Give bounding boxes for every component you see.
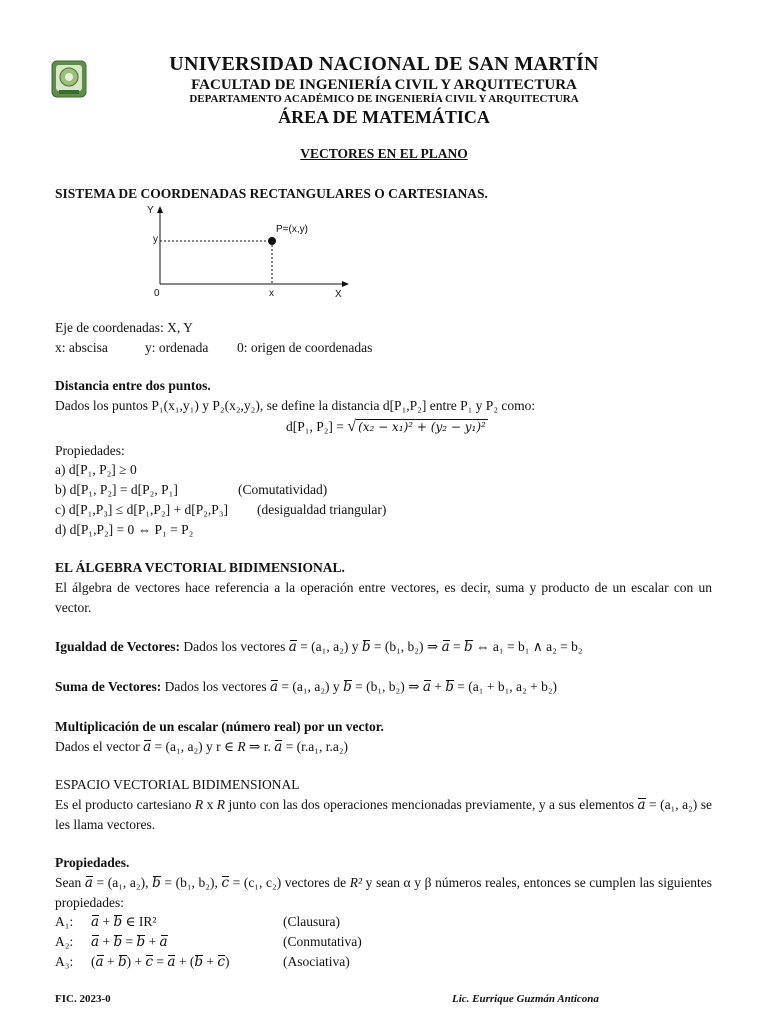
vec-b: b — [136, 934, 146, 950]
props-t1: Sean — [55, 875, 85, 890]
properties-title: Propiedades. — [55, 855, 130, 870]
formula-left: d[P₁, P₂] = — [286, 419, 344, 434]
distance-intro: Dados los puntos P₁(x₁,y₁) y P₂(x₂,y₂), se define la distancia d[P₁,P₂] entre P₁ y P₂ como: — [55, 398, 536, 413]
sum-t4: + — [430, 679, 446, 694]
axiom-a1-label: A₁: — [55, 914, 74, 929]
diagram-x-axis-label: X — [335, 289, 342, 300]
props-t2: = (a₁, a₂), — [92, 875, 153, 890]
eq: = — [122, 934, 137, 949]
vec-c: c — [145, 954, 154, 970]
sum-t5: = (a₁ + b₁, a₂ + b₂) — [453, 679, 558, 694]
prop-a: a) d[P₁, P₂] ≥ 0 — [55, 462, 137, 477]
axiom-a1 — [55, 913, 712, 931]
vec-a: a — [84, 875, 93, 891]
eq: = — [153, 954, 168, 969]
vec-a: a — [167, 954, 176, 970]
space-t3: junto con las dos operaciones mencionadas previamente, y a sus elementos — [225, 797, 638, 812]
plus: + — [99, 914, 114, 929]
scalar-title: Multiplicación de un escalar (número real) por un vector. — [55, 719, 384, 734]
plus: + — [131, 954, 146, 969]
prop-c — [55, 501, 712, 519]
vec-b: b — [361, 639, 371, 655]
props-t4: = (c₁, c₂) vectores de — [229, 875, 350, 890]
axes-text: Eje de coordenadas: X, Y — [55, 320, 193, 335]
diagram-point-label: P=(x,y) — [276, 224, 308, 235]
vec-b: b — [113, 914, 123, 930]
prop-b-note: (Comutatividad) — [238, 482, 328, 497]
set-r: R — [237, 739, 246, 754]
cartesian-diagram — [140, 202, 360, 306]
area-title: ÁREA DE MATEMÁTICA — [278, 107, 490, 127]
vec-a: a — [143, 739, 152, 755]
university-title: UNIVERSIDAD NACIONAL DE SAN MARTÍN — [169, 53, 599, 75]
axiom-a3-formula — [91, 953, 229, 971]
formula-radicand: (x₂ − x₁)² + (y₂ − y₁)² — [358, 420, 486, 434]
vec-a: a — [91, 914, 100, 930]
diagram-y-tick: y — [153, 234, 158, 245]
vec-b: b — [113, 934, 123, 950]
footer-right: Lic. Eurrique Guzmán Anticona — [452, 993, 599, 1005]
vec-b: b — [464, 639, 473, 655]
properties-text — [55, 873, 712, 912]
vec-b: b — [152, 875, 161, 891]
plus: + — [99, 934, 114, 949]
scalar-t3: ⇒ r. — [245, 739, 275, 754]
vec-a: a — [441, 639, 450, 655]
vec-a: a — [269, 679, 279, 695]
scalar-t1: Dados el vector — [55, 739, 144, 754]
diagram-y-axis-label: Y — [147, 205, 154, 216]
axes-definitions — [55, 339, 712, 357]
equality-line — [55, 638, 712, 656]
sum-t2: = (a₁, a₂) y — [278, 679, 344, 694]
equality-t1: Dados los vectores — [180, 639, 289, 654]
vec-b: b — [194, 954, 203, 970]
abscissa-text: x: abscisa — [55, 340, 108, 355]
sum-label: Suma de Vectores: — [55, 679, 162, 694]
diagram-x-tick: x — [269, 288, 274, 299]
prop-b — [55, 481, 712, 499]
prop-b-formula: b) d[P₁, P₂] = d[P₂, P₁] — [55, 482, 178, 497]
lp: ( — [91, 954, 96, 969]
prop-d: d) d[P₁,P₂] = 0 ⇔ P₁ = P₂ — [55, 522, 194, 537]
department-title: DEPARTAMENTO ACADÉMICO DE INGENIERÍA CIVIL Y ARQUITECTURA — [189, 93, 579, 105]
vec-b: b — [117, 954, 127, 970]
axiom-a2-label: A₂: — [55, 934, 74, 949]
equality-t2: = (a₁, a₂) y — [296, 639, 362, 654]
plus: + — [145, 934, 160, 949]
diagram-origin: 0 — [154, 288, 160, 299]
vec-a: a — [95, 954, 104, 970]
prop-c-note: (desigualdad triangular) — [257, 502, 387, 517]
vec-b: b — [343, 679, 352, 695]
vec-c: c — [217, 954, 225, 970]
vec-b: b — [445, 679, 454, 695]
vec-a: a — [274, 739, 283, 755]
props-t3: = (b₁, b₂), — [160, 875, 222, 890]
vec-a: a — [91, 934, 100, 950]
scalar-t2: = (a₁, a₂) y r ∈ — [151, 739, 238, 754]
prop-c-formula: c) d[P₁,P₃] ≤ d[P₁,P₂] + d[P₂,P₃] — [55, 502, 229, 517]
faculty-title: FACULTAD DE INGENIERÍA CIVIL Y ARQUITECTURA — [191, 77, 577, 93]
space-t1: Es el producto cartesiano — [55, 797, 195, 812]
rp: ) — [126, 954, 132, 969]
sum-line — [55, 678, 712, 696]
distance-formula: d[P₁, P₂] = √ (x₂ − x₁)² + (y₂ − y₁)² — [286, 418, 486, 435]
algebra-text: El álgebra de vectores hace referencia a la operación entre vectores, es decir, suma y producto de un escalar con un vector. — [55, 580, 712, 615]
props-title: Propiedades: — [55, 443, 125, 458]
origin-text: 0: origen de coordenadas — [237, 340, 373, 355]
axiom-a1-formula — [91, 913, 156, 931]
plus: + — [203, 954, 218, 969]
props-t5: y sean α y β números reales, entonces se cumplen las siguientes propiedades: — [55, 875, 712, 910]
section-coordinates-title: SISTEMA DE COORDENADAS RECTANGULARES O CARTESIANAS. — [55, 186, 488, 201]
distance-title: Distancia entre dos puntos. — [55, 378, 211, 393]
equality-label: Igualdad de Vectores: — [55, 639, 181, 654]
vec-a: a — [288, 639, 297, 655]
set-r: R — [194, 797, 204, 812]
plus: + — [103, 954, 118, 969]
vec-a: a — [637, 797, 646, 813]
axiom-a2-formula — [91, 933, 168, 951]
space-text — [55, 795, 712, 835]
scalar-line — [55, 738, 712, 756]
ordinate-text: y: ordenada — [145, 340, 209, 355]
scalar-t4: = (r.a₁, r.a₂) — [282, 739, 349, 754]
topic-title: VECTORES EN EL PLANO — [300, 146, 468, 161]
space-t2: x — [203, 797, 217, 812]
set-r2: R² — [349, 875, 363, 890]
vec-c: c — [221, 875, 229, 891]
axiom-a3 — [55, 953, 712, 971]
vec-a: a — [159, 934, 168, 950]
axiom-a3-label: A₃: — [55, 954, 74, 969]
axiom-a2-note: (Conmutativa) — [283, 934, 362, 949]
algebra-title: EL ÁLGEBRA VECTORIAL BIDIMENSIONAL. — [55, 560, 345, 575]
axiom-a1-note: (Clausura) — [283, 914, 340, 929]
set-r: R — [216, 797, 226, 812]
vec-a: a — [422, 679, 431, 695]
axiom-a2 — [55, 933, 712, 951]
equality-t5: ⇔ a₁ = b₁ ∧ a₂ = b₂ — [472, 639, 583, 654]
lp: ( — [189, 954, 195, 969]
point-p-marker — [268, 237, 276, 245]
footer-left: FIC. 2023-0 — [55, 993, 111, 1005]
axiom-a3-note: (Asociativa) — [283, 954, 350, 969]
sum-t3: = (b₁, b₂) ⇒ — [351, 679, 423, 694]
a1-end: ∈ IR² — [122, 914, 157, 929]
space-title: ESPACIO VECTORIAL BIDIMENSIONAL — [55, 777, 300, 792]
sum-t1: Dados los vectores — [161, 679, 270, 694]
equality-t4: = — [449, 639, 465, 654]
rp: ) — [224, 954, 230, 969]
equality-t3: = (b₁, b₂) ⇒ — [370, 639, 442, 654]
space-t4: = (a₁, a₂) se les llama vectores. — [55, 797, 713, 832]
plus: + — [175, 954, 190, 969]
